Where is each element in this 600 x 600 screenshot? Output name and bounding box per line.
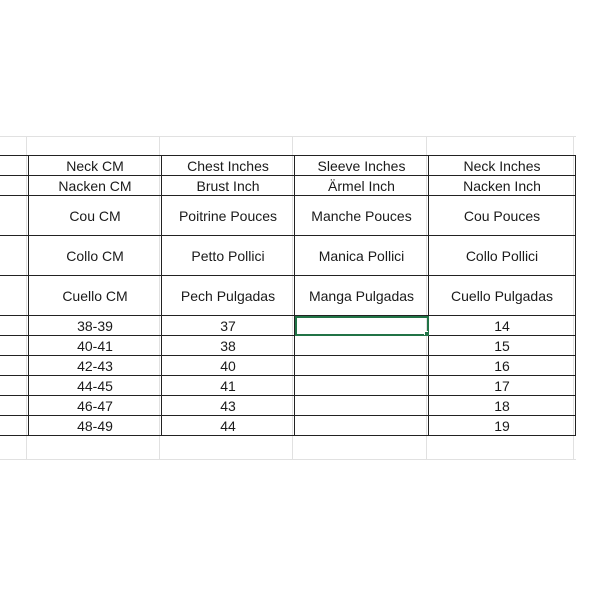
cell[interactable] (0, 156, 29, 176)
table-row (0, 356, 576, 376)
header-cell[interactable]: Poitrine Pouces (162, 196, 295, 236)
table-row (0, 396, 576, 416)
neck-cm-cell[interactable]: 44-45 (29, 376, 162, 396)
neck-inches-cell[interactable]: 15 (429, 336, 576, 356)
chest-inches-cell[interactable]: 37 (162, 316, 295, 336)
table-row (0, 316, 576, 336)
cell[interactable] (0, 396, 29, 416)
header-row (0, 236, 576, 276)
gridline (0, 136, 576, 137)
header-cell[interactable]: Nacken CM (29, 176, 162, 196)
cell[interactable] (0, 276, 29, 316)
sleeve-inches-cell[interactable] (295, 396, 429, 416)
table-row (0, 336, 576, 356)
header-cell[interactable]: Sleeve Inches (295, 156, 429, 176)
chest-inches-cell[interactable]: 43 (162, 396, 295, 416)
cell[interactable] (0, 416, 29, 436)
sleeve-inches-cell[interactable] (295, 356, 429, 376)
cell[interactable] (0, 196, 29, 236)
header-cell[interactable]: Nacken Inch (429, 176, 576, 196)
sleeve-inches-cell[interactable] (295, 336, 429, 356)
neck-inches-cell[interactable]: 14 (429, 316, 576, 336)
header-row (0, 196, 576, 236)
cell[interactable] (0, 376, 29, 396)
sleeve-inches-cell[interactable] (295, 416, 429, 436)
size-chart-table (0, 155, 576, 436)
header-row (0, 276, 576, 316)
cell[interactable] (0, 336, 29, 356)
header-cell[interactable]: Collo CM (29, 236, 162, 276)
neck-cm-cell[interactable]: 40-41 (29, 336, 162, 356)
header-cell[interactable]: Cuello CM (29, 276, 162, 316)
sleeve-inches-cell[interactable] (295, 376, 429, 396)
header-cell[interactable]: Pech Pulgadas (162, 276, 295, 316)
chest-inches-cell[interactable]: 41 (162, 376, 295, 396)
cell[interactable] (0, 236, 29, 276)
neck-cm-cell[interactable]: 48-49 (29, 416, 162, 436)
neck-inches-cell[interactable]: 18 (429, 396, 576, 416)
header-row (0, 156, 576, 176)
header-cell[interactable]: Ärmel Inch (295, 176, 429, 196)
neck-cm-cell[interactable]: 46-47 (29, 396, 162, 416)
table-row (0, 416, 576, 436)
header-cell[interactable]: Brust Inch (162, 176, 295, 196)
header-cell[interactable]: Neck CM (29, 156, 162, 176)
neck-inches-cell[interactable]: 17 (429, 376, 576, 396)
header-row (0, 176, 576, 196)
neck-cm-cell[interactable]: 38-39 (29, 316, 162, 336)
table-row (0, 376, 576, 396)
sleeve-inches-cell-selected[interactable] (295, 316, 429, 336)
gridline (0, 459, 576, 460)
cell[interactable] (0, 316, 29, 336)
neck-cm-cell[interactable]: 42-43 (29, 356, 162, 376)
header-cell[interactable]: Collo Pollici (429, 236, 576, 276)
cell[interactable] (0, 176, 29, 196)
header-cell[interactable]: Chest Inches (162, 156, 295, 176)
header-cell[interactable]: Cou Pouces (429, 196, 576, 236)
fill-handle[interactable] (424, 331, 429, 336)
header-cell[interactable]: Neck Inches (429, 156, 576, 176)
header-cell[interactable]: Cuello Pulgadas (429, 276, 576, 316)
header-cell[interactable]: Manche Pouces (295, 196, 429, 236)
neck-inches-cell[interactable]: 19 (429, 416, 576, 436)
header-cell[interactable]: Cou CM (29, 196, 162, 236)
chest-inches-cell[interactable]: 40 (162, 356, 295, 376)
neck-inches-cell[interactable]: 16 (429, 356, 576, 376)
chest-inches-cell[interactable]: 44 (162, 416, 295, 436)
header-cell[interactable]: Manica Pollici (295, 236, 429, 276)
chest-inches-cell[interactable]: 38 (162, 336, 295, 356)
cell[interactable] (0, 356, 29, 376)
header-cell[interactable]: Manga Pulgadas (295, 276, 429, 316)
header-cell[interactable]: Petto Pollici (162, 236, 295, 276)
